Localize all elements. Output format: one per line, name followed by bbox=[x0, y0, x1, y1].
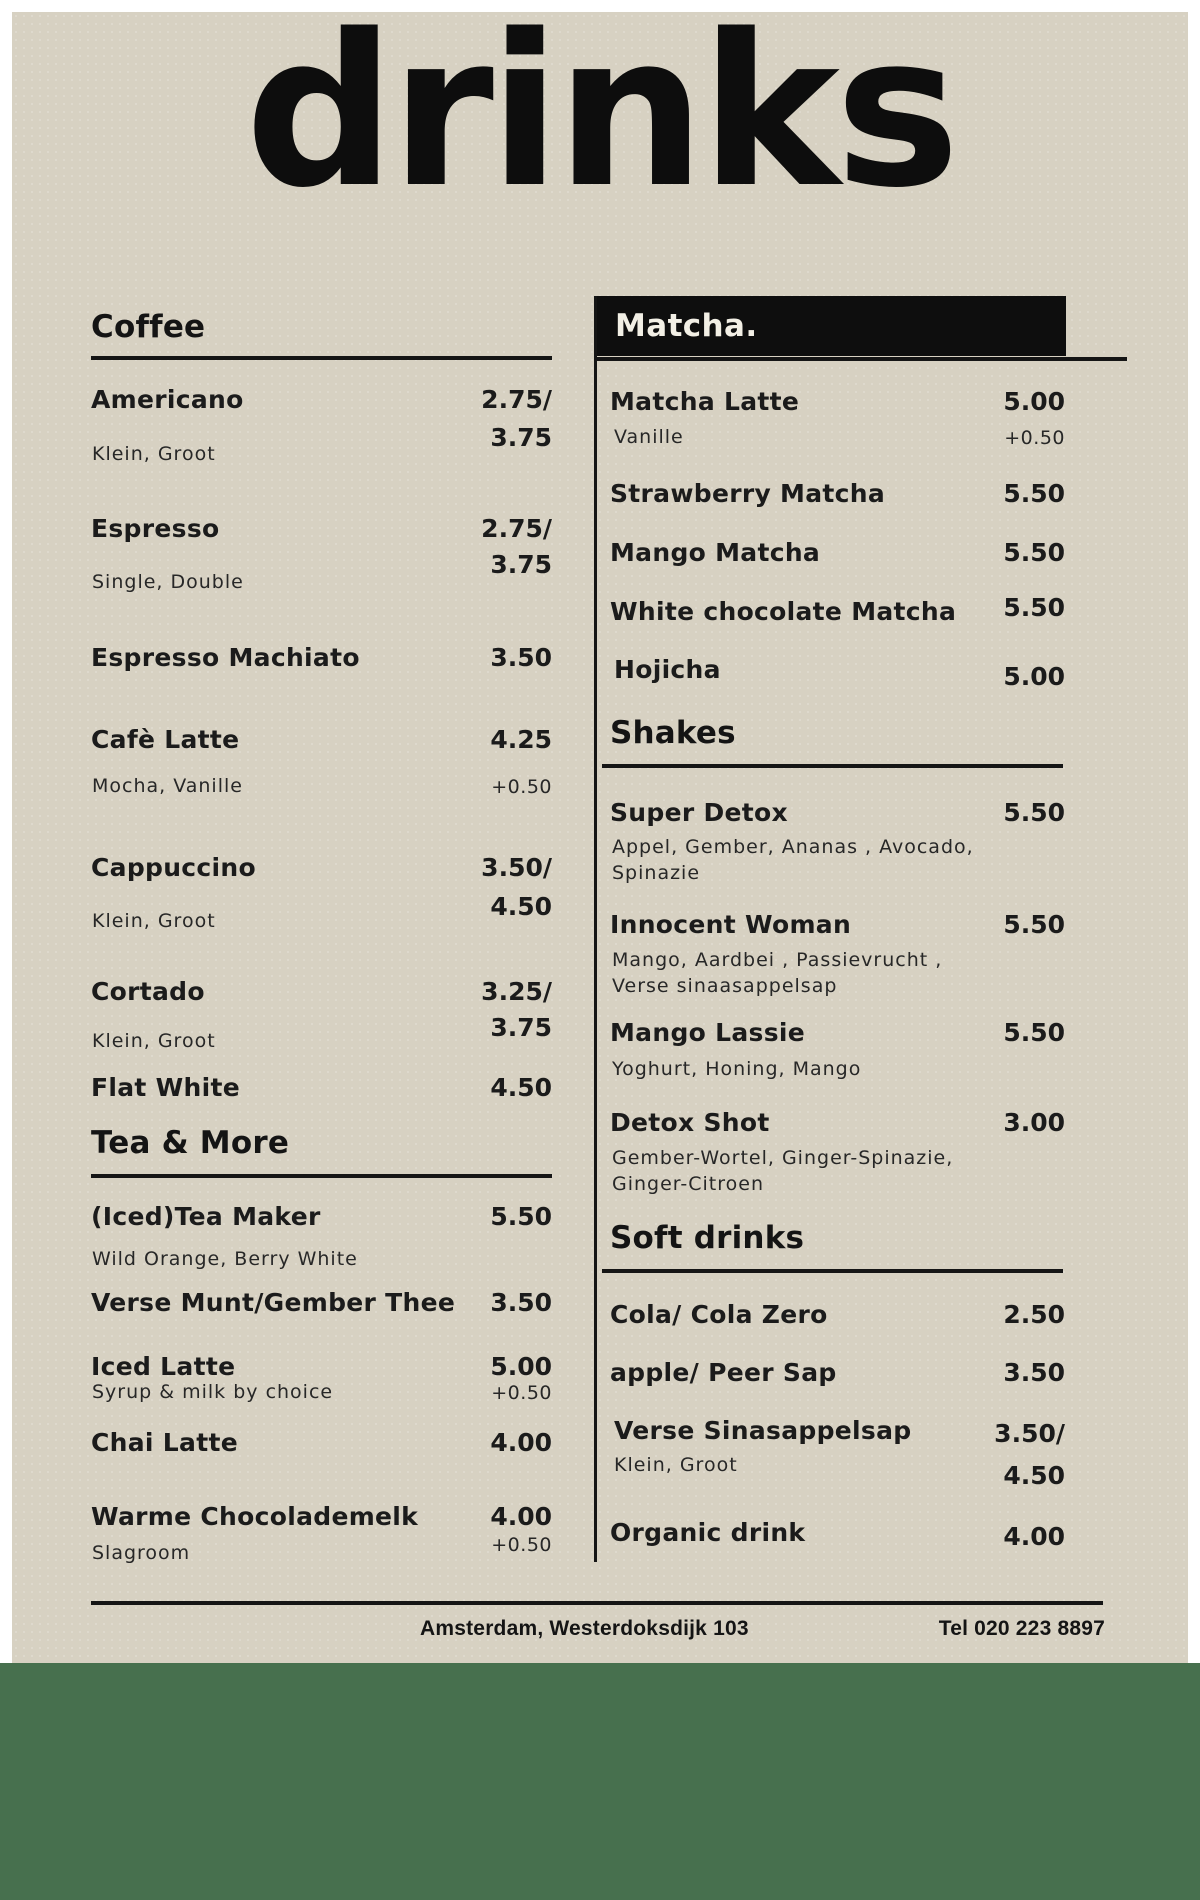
menu-item-name: Espresso Machiato bbox=[91, 643, 360, 672]
menu-item-note: Gember-Wortel, Ginger-Spinazie, Ginger-Citroen bbox=[612, 1147, 954, 1195]
menu-item-name: White chocolate Matcha bbox=[610, 597, 957, 626]
section-title-matcha: Matcha. bbox=[615, 308, 758, 344]
menu-card bbox=[12, 12, 1188, 1663]
menu-item-price: 5.50 bbox=[1003, 479, 1065, 508]
menu-item-price: 5.00 bbox=[1003, 662, 1065, 691]
menu-item-name: Flat White bbox=[91, 1073, 241, 1102]
menu-item-price: 4.50 bbox=[490, 1073, 552, 1102]
menu-item-note: Klein, Groot bbox=[614, 1454, 738, 1476]
menu-item-price: 2.50 bbox=[1003, 1300, 1065, 1329]
menu-item-name: Mango Matcha bbox=[610, 538, 821, 567]
menu-item-note-price: +0.50 bbox=[491, 1382, 552, 1404]
menu-item-name: Cortado bbox=[91, 977, 205, 1006]
footer-phone: Tel 020 223 8897 bbox=[938, 1617, 1105, 1640]
column-divider-line bbox=[594, 296, 597, 1562]
menu-item-price-second: 3.75 bbox=[490, 1013, 552, 1042]
menu-item-name: Espresso bbox=[91, 514, 220, 543]
section-divider bbox=[602, 1269, 1063, 1273]
menu-item-note: Syrup & milk by choice bbox=[92, 1381, 334, 1403]
menu-item-name: Cappuccino bbox=[91, 853, 256, 882]
menu-item-price-second: 4.50 bbox=[490, 892, 552, 921]
menu-item-price: 2.75/ bbox=[481, 514, 552, 543]
menu-item-price: 5.50 bbox=[1003, 798, 1065, 827]
menu-item-price: 5.50 bbox=[1003, 593, 1065, 622]
section-divider bbox=[594, 357, 1127, 361]
menu-item-price-second: 4.50 bbox=[1003, 1461, 1065, 1490]
menu-item-note-price: +0.50 bbox=[491, 1534, 552, 1556]
menu-item-note: Klein, Groot bbox=[92, 910, 216, 932]
footer-divider bbox=[91, 1601, 1103, 1605]
menu-item-name: Hojicha bbox=[614, 655, 721, 684]
section-title-shakes: Shakes bbox=[610, 715, 736, 751]
menu-item-price: 4.00 bbox=[1003, 1522, 1065, 1551]
section-divider bbox=[91, 1174, 552, 1178]
menu-item-note-price: +0.50 bbox=[491, 776, 552, 798]
menu-item-note: Appel, Gember, Ananas , Avocado, Spinazie bbox=[612, 836, 974, 884]
menu-item-name: Matcha Latte bbox=[610, 387, 800, 416]
menu-item-price: 4.00 bbox=[490, 1428, 552, 1457]
menu-item-price: 3.50 bbox=[490, 1288, 552, 1317]
menu-item-note-price: +0.50 bbox=[1004, 427, 1065, 449]
menu-item-name: apple/ Peer Sap bbox=[610, 1358, 837, 1387]
menu-item-price: 3.50 bbox=[1003, 1358, 1065, 1387]
menu-item-name: (Iced)Tea Maker bbox=[91, 1202, 321, 1231]
footer-address: Amsterdam, Westerdoksdijk 103 bbox=[420, 1617, 749, 1640]
menu-item-note: Single, Double bbox=[92, 571, 244, 593]
menu-item-price: 3.50/ bbox=[481, 853, 552, 882]
matcha-banner bbox=[597, 296, 1066, 356]
menu-item-price: 4.00 bbox=[490, 1502, 552, 1531]
menu-item-price-second: 3.75 bbox=[490, 423, 552, 452]
menu-item-name: Warme Chocolademelk bbox=[91, 1502, 419, 1531]
menu-item-name: Iced Latte bbox=[91, 1352, 236, 1381]
menu-item-price-second: 3.75 bbox=[490, 550, 552, 579]
menu-item-note: Yoghurt, Honing, Mango bbox=[612, 1058, 862, 1080]
section-title-tea: Tea & More bbox=[91, 1125, 290, 1161]
menu-item-name: Innocent Woman bbox=[610, 910, 852, 939]
menu-item-price: 5.50 bbox=[1003, 1018, 1065, 1047]
menu-item-price: 5.00 bbox=[1003, 387, 1065, 416]
menu-item-note: Wild Orange, Berry White bbox=[92, 1248, 358, 1270]
menu-item-price: 4.25 bbox=[490, 725, 552, 754]
menu-item-price: 5.50 bbox=[490, 1202, 552, 1231]
section-title-coffee: Coffee bbox=[91, 309, 206, 345]
menu-item-name: Strawberry Matcha bbox=[610, 479, 886, 508]
section-divider bbox=[602, 764, 1063, 768]
menu-item-price: 5.50 bbox=[1003, 910, 1065, 939]
menu-item-price: 3.00 bbox=[1003, 1108, 1065, 1137]
menu-item-note: Slagroom bbox=[92, 1542, 191, 1564]
menu-item-name: Cola/ Cola Zero bbox=[610, 1300, 828, 1329]
menu-item-name: Verse Sinasappelsap bbox=[614, 1416, 912, 1445]
menu-item-price: 3.25/ bbox=[481, 977, 552, 1006]
section-title-soft-drinks: Soft drinks bbox=[610, 1220, 805, 1256]
menu-item-name: Cafè Latte bbox=[91, 725, 240, 754]
menu-item-note: Klein, Groot bbox=[92, 443, 216, 465]
menu-item-name: Americano bbox=[91, 385, 244, 414]
menu-item-name: Super Detox bbox=[610, 798, 788, 827]
menu-item-name: Verse Munt/Gember Thee bbox=[91, 1288, 456, 1317]
green-footer-band bbox=[0, 1663, 1200, 1900]
menu-item-name: Chai Latte bbox=[91, 1428, 238, 1457]
menu-item-note: Vanille bbox=[614, 426, 684, 448]
menu-item-note: Mango, Aardbei , Passievrucht , Verse sinaasappelsap bbox=[612, 949, 943, 997]
menu-item-note: Mocha, Vanille bbox=[92, 775, 243, 797]
menu-item-price: 3.50/ bbox=[994, 1419, 1065, 1448]
menu-item-name: Detox Shot bbox=[610, 1108, 770, 1137]
menu-item-price: 5.50 bbox=[1003, 538, 1065, 567]
menu-item-price: 2.75/ bbox=[481, 385, 552, 414]
menu-item-name: Organic drink bbox=[610, 1518, 806, 1547]
menu-title: drinks bbox=[244, 0, 956, 234]
section-divider bbox=[91, 356, 552, 360]
menu-item-price: 3.50 bbox=[490, 643, 552, 672]
menu-item-price: 5.00 bbox=[490, 1352, 552, 1381]
menu-item-name: Mango Lassie bbox=[610, 1018, 806, 1047]
menu-item-note: Klein, Groot bbox=[92, 1030, 216, 1052]
